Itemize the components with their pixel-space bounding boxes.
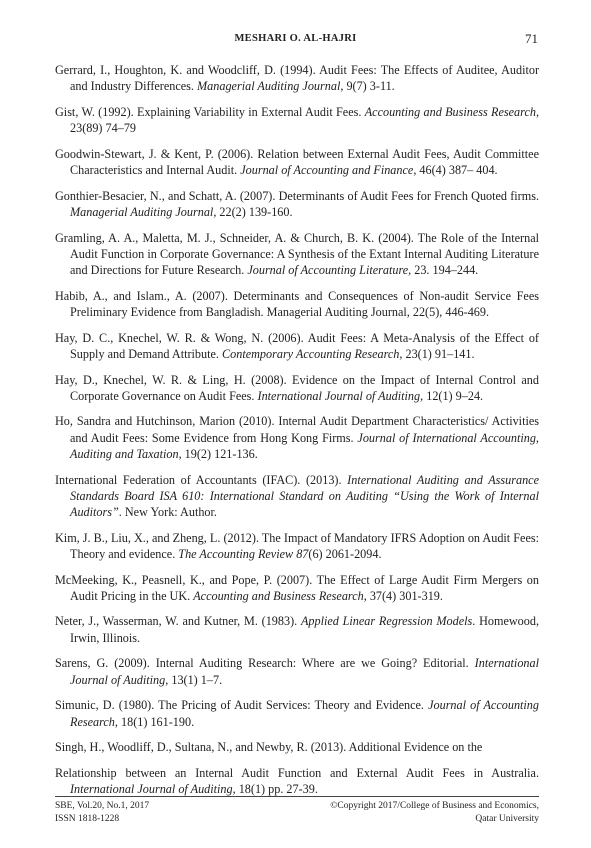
reference-item: Sarens, G. (2009). Internal Auditing Research: Where are we Going? Editorial. International Journal of Auditing, 13(1) 1–7. bbox=[55, 656, 539, 687]
reference-item: Gonthier-Besacier, N., and Schatt, A. (2007). Determinants of Audit Fees for French Quoted firms. Managerial Auditing Journal, 22(2) 139-160. bbox=[55, 188, 539, 219]
footer-copyright-line1: ©Copyright 2017/College of Business and Economics, bbox=[330, 801, 539, 811]
reference-item: Neter, J., Wasserman, W. and Kutner, M. (1983). Applied Linear Regression Models. Homewood, Irwin, Illinois. bbox=[55, 614, 539, 645]
reference-item: Ho, Sandra and Hutchinson, Marion (2010). Internal Audit Department Characteristics/ Activities and Audit Fees: Some Evidence from Hong Kong Firms. Journal of International Accounting, Auditing and Taxation, 19(2) 121-136. bbox=[55, 414, 539, 461]
reference-item: Gist, W. (1992). Explaining Variability in External Audit Fees. Accounting and Business Research, 23(89) 74–79 bbox=[55, 104, 539, 136]
footer-copyright bbox=[330, 800, 539, 825]
reference-item: Relationship between an Internal Audit Function and External Audit Fees in Australia. International Journal of Auditing, 18(1) pp. 27-39. bbox=[55, 765, 539, 797]
reference-item: Simunic, D. (1980). The Pricing of Audit Services: Theory and Evidence. Journal of Accounting Research, 18(1) 161-190. bbox=[55, 698, 539, 729]
page-number: 71 bbox=[525, 31, 538, 46]
reference-item: Hay, D. C., Knechel, W. R. & Wong, N. (2006). Audit Fees: A Meta-Analysis of the Effect of Supply and Demand Attribute. Contemporary Accounting Research, 23(1) 91–141. bbox=[55, 330, 539, 361]
footer-copyright-line2: Qatar University bbox=[475, 813, 539, 824]
reference-item: Gramling, A. A., Maletta, M. J., Schneider, A. & Church, B. K. (2004). The Role of the Internal Audit Function in Corporate Governance: A Synthesis of the Extant Internal Auditing Literature and Directions for Future Research. Journal of Accounting Literature, 23. 194–244. bbox=[55, 230, 539, 278]
reference-item: Gerrard, I., Houghton, K. and Woodcliff, D. (1994). Audit Fees: The Effects of Auditee, Auditor and Industry Differences. Managerial Auditing Journal, 9(7) 3-11. bbox=[55, 63, 539, 94]
reference-item: McMeeking, K., Peasnell, K., and Pope, P. (2007). The Effect of Large Audit Firm Mergers on Audit Pricing in the UK. Accounting and Business Research, 37(4) 301-319. bbox=[55, 572, 539, 603]
footer-issn: ISSN 1818-1228 bbox=[55, 813, 120, 824]
reference-list bbox=[55, 62, 539, 807]
footer-journal-info bbox=[55, 800, 149, 825]
reference-item: International Federation of Accountants (IFAC). (2013). International Auditing and Assurance Standards Board ISA 610: International Standard on Auditing “Using the Work of Internal Auditors”. New York: Author. bbox=[55, 472, 539, 519]
reference-item: Kim, J. B., Liu, X., and Zheng, L. (2012). The Impact of Mandatory IFRS Adoption on Audit Fees: Theory and evidence. The Accounting Review 87(6) 2061-2094. bbox=[55, 530, 539, 561]
footer-divider bbox=[55, 796, 539, 797]
running-header-author: MESHARI O. AL-HAJRI bbox=[234, 33, 357, 44]
reference-item: Habib, A., and Islam., A. (2007). Determinants and Consequences of Non-audit Service Fees Preliminary Evidence from Bangladish. Managerial Auditing Journal, 22(5), 446-469. bbox=[55, 288, 539, 319]
reference-item: Hay, D., Knechel, W. R. & Ling, H. (2008). Evidence on the Impact of Internal Control and Corporate Governance on Audit Fees. International Journal of Auditing, 12(1) 9–24. bbox=[55, 372, 539, 403]
footer-volume: SBE, Vol.20, No.1, 2017 bbox=[55, 801, 150, 811]
reference-item: Goodwin-Stewart, J. & Kent, P. (2006). Relation between External Audit Fees, Audit Committee Characteristics and Internal Audit. Journal of Accounting and Finance, 46(4) 387– 404. bbox=[55, 146, 539, 178]
reference-item: Singh, H., Woodliff, D., Sultana, N., and Newby, R. (2013). Additional Evidence on the bbox=[55, 740, 483, 755]
